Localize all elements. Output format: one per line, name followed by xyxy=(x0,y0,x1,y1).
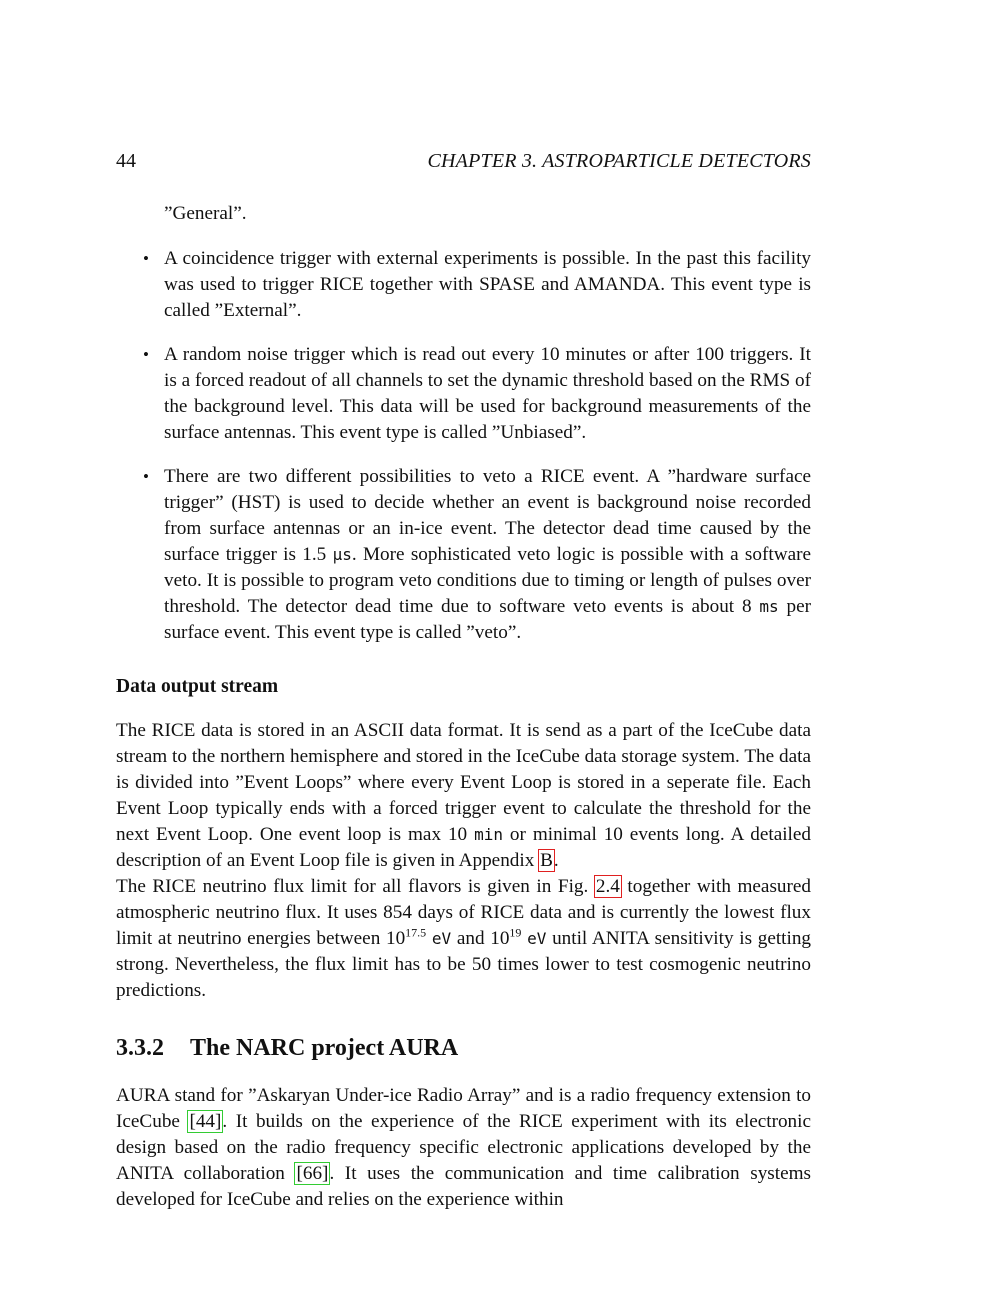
bullet-icon: • xyxy=(143,345,149,364)
list-item-text: There are two different possibilities to veto a RICE event. A ”hardware surface trigger” (HST) is used to decide whether an event is background noise recorded from surface antennas or an in-ice event. The detector dead time caused by the surface trigger is 1.5 μs. More sophisticated veto logic is possible with a software veto. It is possible to program veto conditions due to timing or length of pulses over threshold. The detector dead time due to software veto events is about 8 ms per surface event. This event type is called ”veto”. xyxy=(164,466,811,643)
figure-link[interactable]: 2.4 xyxy=(595,876,620,897)
list-item xyxy=(116,246,811,324)
citation-link[interactable]: [44] xyxy=(189,1111,222,1132)
unit-minutes: min xyxy=(474,825,503,844)
citation-link[interactable]: [66] xyxy=(296,1163,329,1184)
data-output-paragraph: The RICE data is stored in an ASCII data format. It is send as a part of the IceCube data stream to the northern hemisphere and stored in the IceCube data storage system. The data is divided into ”Event Loops” where every Event Loop is stored in a seperate file. Each Event Loop typically ends with a forced trigger event to calculate the threshold for the next Event Loop. One event loop is max 10 min or minimal 10 events long. A detailed description of an Event Loop file is given in Appendix B. The RICE neutrino flux limit for all flavors is given in Fig. 2.4 together with measured atmospheric neutrino flux. It uses 854 days of RICE data and is currently the lowest flux limit at neutrino energies between $10^{17.5}$ eV and $10^{19}$ eV until ANITA sensitivity is getting strong. Nevertheless, the flux limit has to be 50 times lower to test cosmogenic neutrino predictions. xyxy=(116,720,812,1001)
subsection-title: Data output stream xyxy=(116,676,279,697)
section-heading xyxy=(116,1035,458,1062)
continued-text: ”General”. xyxy=(164,203,247,224)
appendix-link[interactable]: B xyxy=(540,850,553,871)
list-item-text: A coincidence trigger with external experiments is possible. In the past this facility was used to trigger RICE together with SPASE and AMANDA. This event type is called ”External”. xyxy=(164,248,811,321)
trigger-list xyxy=(116,246,811,664)
list-item xyxy=(116,464,811,646)
section-number: 3.3.2 xyxy=(116,1035,164,1061)
page-number: 44 xyxy=(116,150,136,172)
aura-paragraph: AURA stand for ”Askaryan Under-ice Radio Array” and is a radio frequency extension to IceCube [44]. It builds on the experience of the RICE experiment with its electronic design based on the radio frequency specific electronic applications developed by the ANITA collaboration [66]. It uses the communication and time calibration systems developed for IceCube and relies on the experience within xyxy=(116,1085,811,1210)
unit-microseconds: μs xyxy=(332,545,352,564)
running-title: CHAPTER 3. ASTROPARTICLE DETECTORS xyxy=(427,150,811,172)
page-header xyxy=(116,150,811,178)
list-item xyxy=(116,342,811,446)
unit-milliseconds: ms xyxy=(759,597,779,616)
list-item-text: A random noise trigger which is read out every 10 minutes or after 100 triggers. It is a forced readout of all channels to set the dynamic threshold based on the RMS of the background level. This data will be used for background measurements of the surface antennas. This event type is called ”Unbiased”. xyxy=(164,344,811,443)
bullet-icon: • xyxy=(143,467,149,486)
section-title: The NARC project AURA xyxy=(190,1035,459,1061)
bullet-icon: • xyxy=(143,249,149,268)
